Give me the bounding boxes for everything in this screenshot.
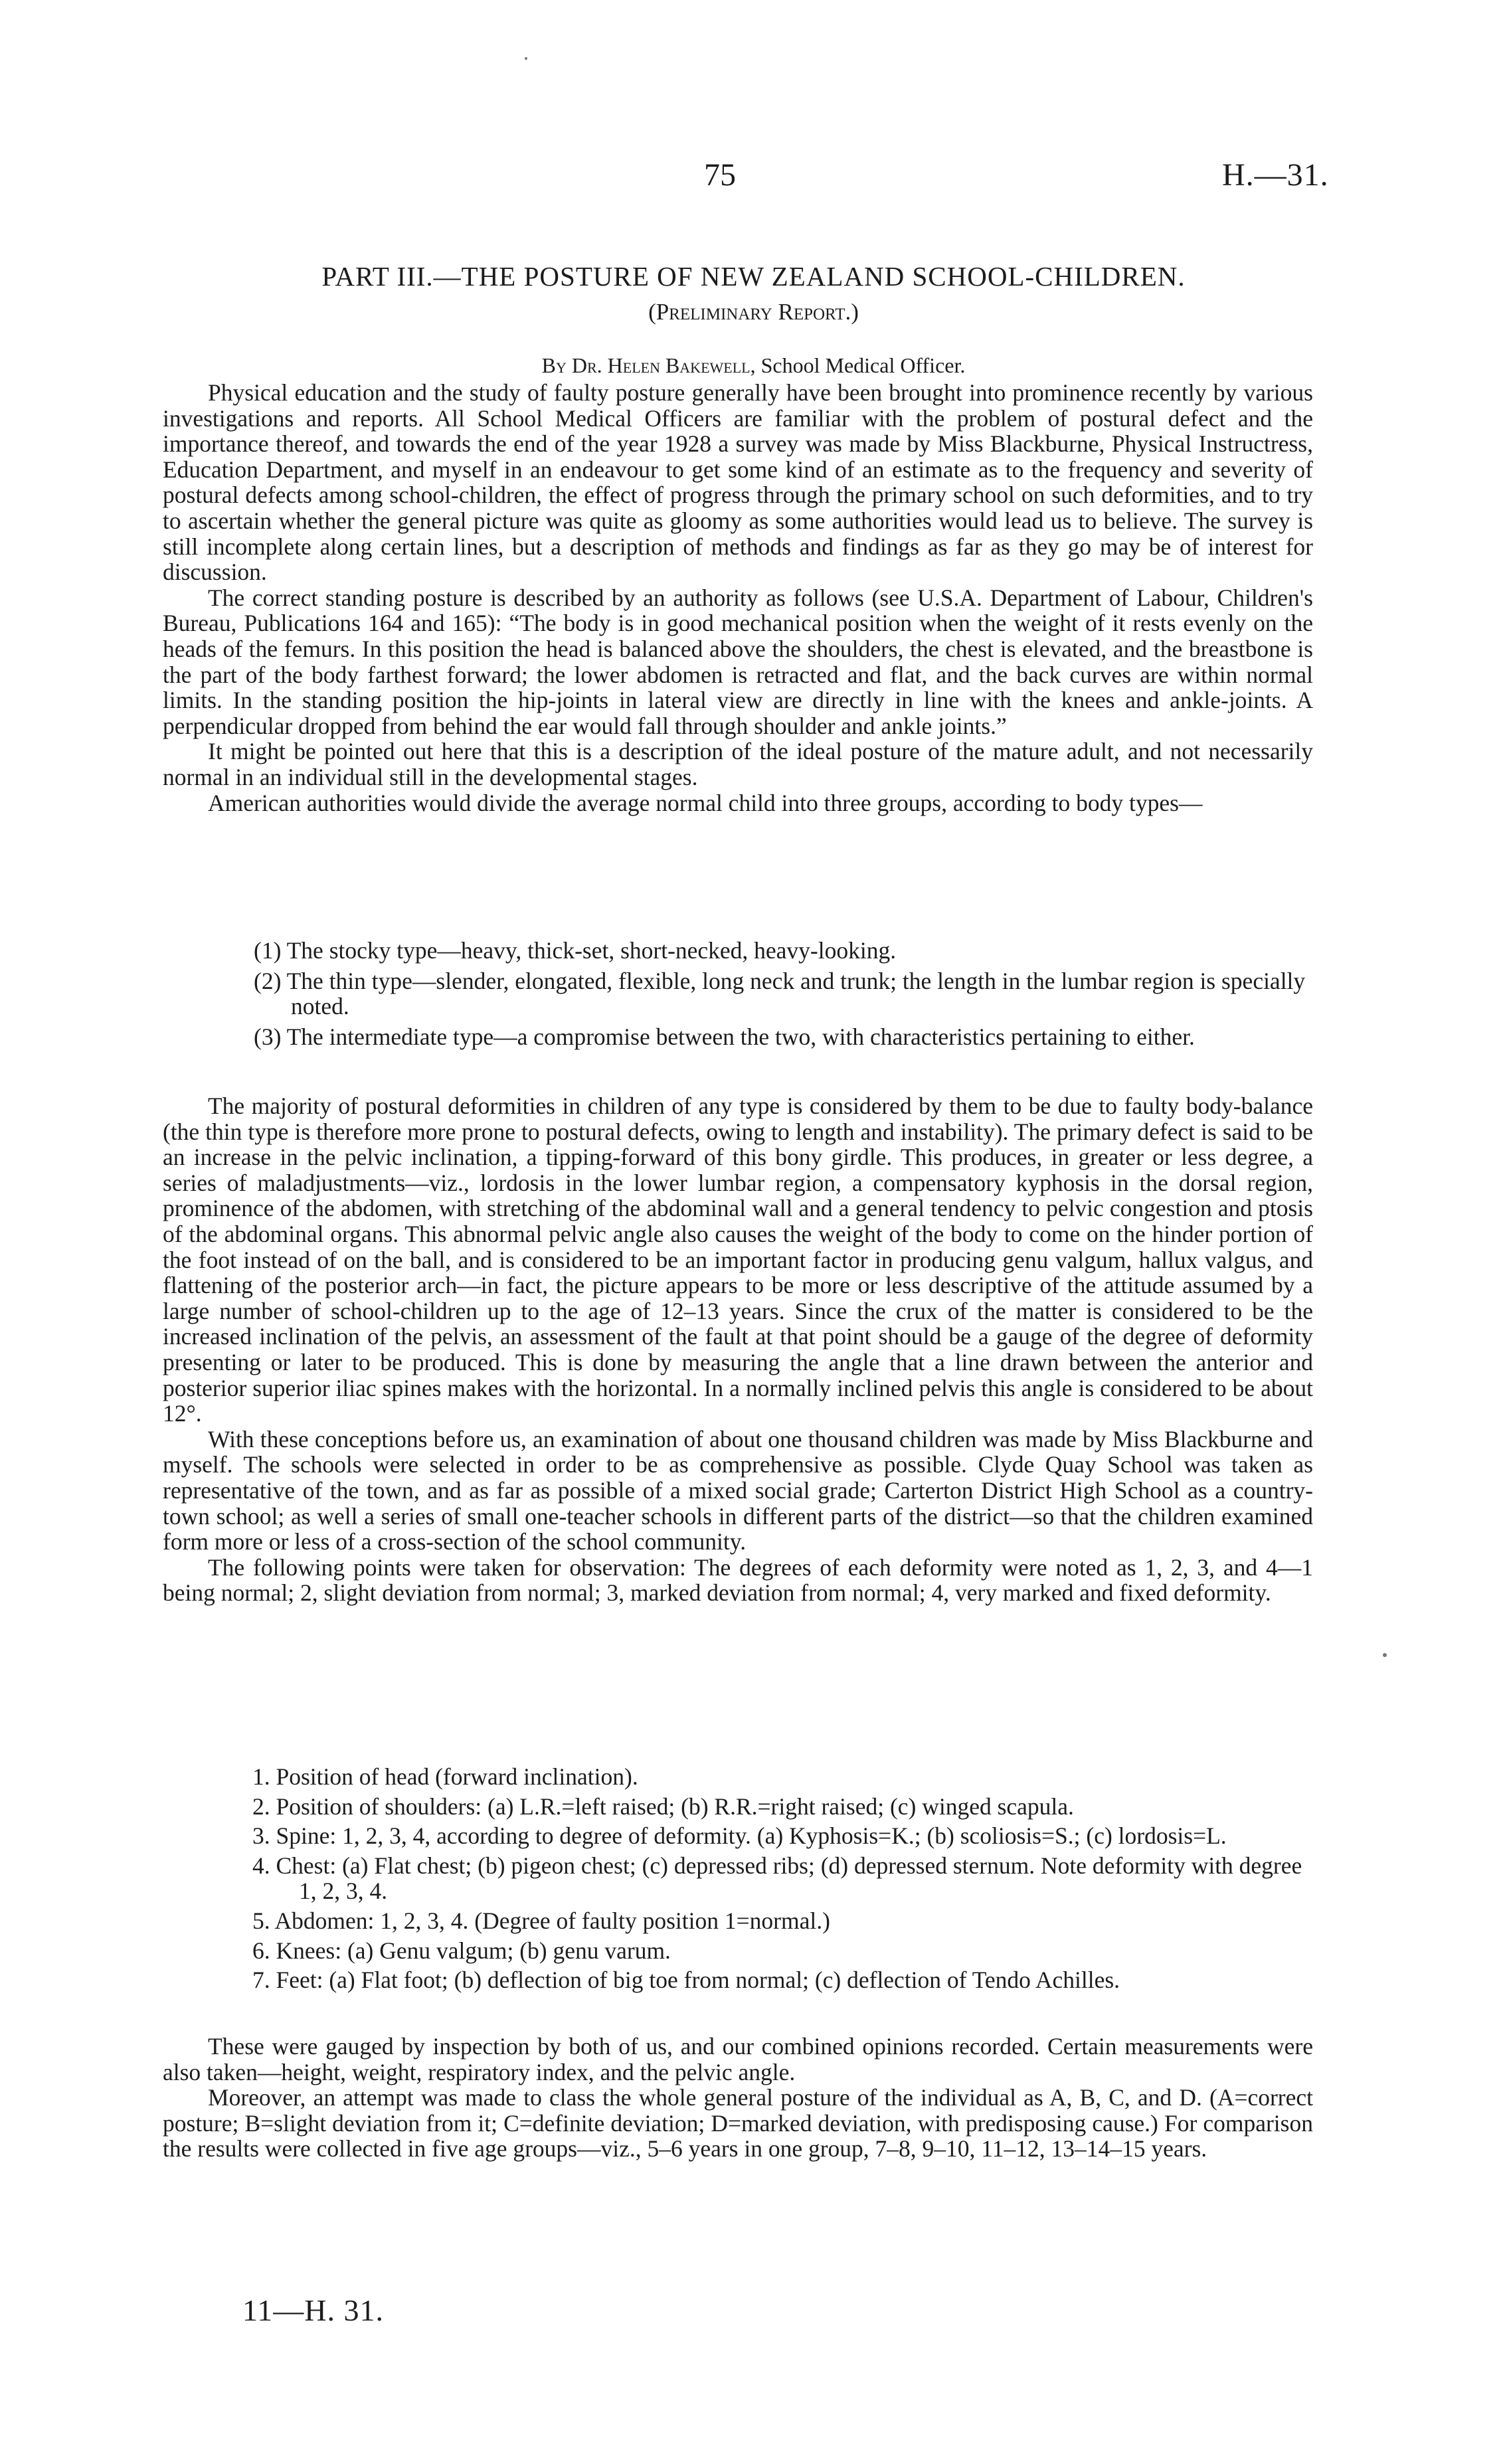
stray-mark	[525, 57, 527, 60]
footer-signature: 11—H. 31.	[242, 2293, 385, 2327]
stray-mark	[1383, 1653, 1387, 1657]
list-item: 4. Chest: (a) Flat chest; (b) pigeon chest; (c) depressed ribs; (d) depressed sternum. Note deformity with degree 1, 2, 3, 4.	[252, 1852, 1302, 1905]
list-item: 5. Abdomen: 1, 2, 3, 4. (Degree of faulty position 1=normal.)	[252, 1907, 830, 1934]
observation-points-list	[252, 1764, 1313, 1997]
list-item: 1. Position of head (forward inclination).	[252, 1763, 638, 1790]
paragraph: The following points were taken for observation: The degrees of each deformity were noted as 1, 2, 3, and 4—1 being normal; 2, slight deviation from normal; 3, marked deviation from normal; 4, very marked and fixed deformity.	[163, 1553, 1313, 1607]
paragraph: American authorities would divide the average normal child into three groups, according to body types—	[208, 789, 1203, 816]
page-number: 75	[704, 157, 736, 193]
list-item: 7. Feet: (a) Flat foot; (b) deflection of big toe from normal; (c) deflection of Tendo Achilles.	[252, 1967, 1120, 1994]
document-reference: H.—31.	[1222, 157, 1329, 193]
discussion-text	[163, 1093, 1313, 1606]
methods-text	[163, 2034, 1313, 2162]
article-subtitle: (Preliminary Report.)	[648, 299, 859, 325]
byline	[0, 353, 1507, 378]
list-item: (1) The stocky type—heavy, thick-set, short-necked, heavy-looking.	[254, 937, 897, 964]
paragraph: These were gauged by inspection by both of us, and our combined opinions recorded. Certain measurements were also taken—height, weight, respiratory index, and the pelvic angle.	[163, 2033, 1313, 2085]
list-item: (2) The thin type—slender, elongated, flexible, long neck and trunk; the length in the lumbar region is specially noted.	[254, 967, 1306, 1020]
body-types-list	[251, 938, 1314, 1054]
article-title: PART III.—THE POSTURE OF NEW ZEALAND SCHOOL-CHILDREN.	[321, 261, 1186, 292]
paragraph: The correct standing posture is described by an authority as follows (see U.S.A. Department of Labour, Children's Bureau, Publications 164 and 165): “The body is in good mechanical position when the weight of it rests evenly on the heads of the femurs. In this position the head is balanced above the shoulders, the chest is elevated, and the breastbone is the part of the body farthest forward; the lower abdomen is retracted and flat, and the back curves are within normal limits. In the standing position the hip-joints in lateral view are directly in line with the knees and ankle-joints. A perpendicular dropped from behind the ear would fall through shoulder and ankle joints.”	[163, 584, 1313, 739]
list-item: 6. Knees: (a) Genu valgum; (b) genu varum.	[252, 1937, 671, 1964]
paragraph: Physical education and the study of faulty posture generally have been brought into prominence recently by various investigations and reports. All School Medical Officers are familiar with the problem of postural defect and the importance thereof, and towards the end of the year 1928 a survey was made by Miss Blackburne, Physical Instructress, Education Department, and myself in an endeavour to get some kind of an estimate as to the frequency and severity of postural defects among school-children, the effect of progress through the primary school on such deformities, and to try to ascertain whether the general picture was quite as gloomy as some authorities would lead us to believe. The survey is still incomplete along certain lines, but a description of methods and findings as far as they go may be of interest for discussion.	[163, 379, 1313, 586]
author-name: By Dr. Helen Bakewell,	[541, 353, 756, 377]
list-item: (3) The intermediate type—a compromise between the two, with characteristics pertaining to either.	[254, 1023, 1195, 1050]
author-role: School Medical Officer.	[760, 353, 966, 377]
paragraph: It might be pointed out here that this is a description of the ideal posture of the mature adult, and not necessarily normal in an individual still in the developmental stages.	[163, 738, 1313, 790]
intro-text	[163, 380, 1313, 816]
list-item: 3. Spine: 1, 2, 3, 4, according to degree of deformity. (a) Kyphosis=K.; (b) scoliosis=S.; (c) lordosis=L.	[252, 1822, 1227, 1850]
paragraph: Moreover, an attempt was made to class the whole general posture of the individual as A, B, C, and D. (A=correct posture; B=slight deviation from it; C=definite deviation; D=marked deviation, with predisposing cause.) For comparison the results were collected in five age groups—viz., 5–6 years in one group, 7–8, 9–10, 11–12, 13–14–15 years.	[163, 2084, 1313, 2162]
paragraph: With these conceptions before us, an examination of about one thousand children was made by Miss Blackburne and myself. The schools were selected in order to be as comprehensive as possible. Clyde Quay School was taken as representative of the town, and as far as possible of a mixed social grade; Carterton District High School as a country-town school; as well a series of small one-teacher schools in different parts of the district—so that the children examined form more or less of a cross-section of the school community.	[163, 1425, 1313, 1555]
paragraph: The majority of postural deformities in children of any type is considered by them to be due to faulty body-balance (the thin type is therefore more prone to postural defects, owing to length and instability). The primary defect is said to be an increase in the pelvic inclination, a tipping-forward of this bony girdle. This produces, in greater or less degree, a series of maladjustments—viz., lordosis in the lower lumbar region, a compensatory kyphosis in the dorsal region, prominence of the abdomen, with stretching of the abdominal wall and a general tendency to pelvic congestion and ptosis of the abdominal organs. This abnormal pelvic angle also causes the weight of the body to come on the hinder portion of the foot instead of on the ball, and is considered to be an important factor in producing genu valgum, hallux valgus, and flattening of the posterior arch—in fact, the picture appears to be more or less descriptive of the attitude assumed by a large number of school-children up to the age of 12–13 years. Since the crux of the matter is considered to be the increased inclination of the pelvis, an assessment of the fault at that point should be a gauge of the degree of deformity presenting or later to be produced. This is done by measuring the angle that a line drawn between the anterior and posterior superior iliac spines makes with the horizontal. In a normally inclined pelvis this angle is considered to be about 12°.	[163, 1093, 1313, 1427]
list-item: 2. Position of shoulders: (a) L.R.=left raised; (b) R.R.=right raised; (c) winged scapula.	[252, 1793, 1074, 1820]
